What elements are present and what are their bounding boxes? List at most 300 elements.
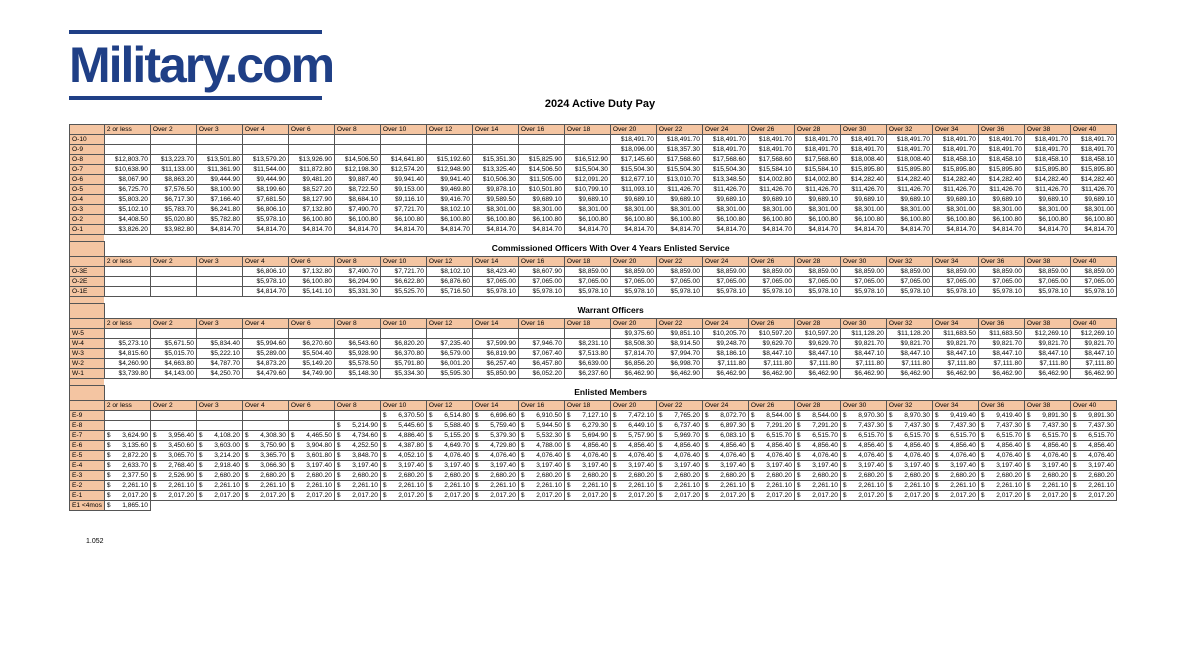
pay-cell: $15,895.80 <box>1070 165 1116 175</box>
column-header: Over 34 <box>932 125 978 135</box>
pay-cell: $15,504.30 <box>656 165 702 175</box>
pay-cell: $4,814.70 <box>932 225 978 235</box>
pay-cell <box>334 329 380 339</box>
pay-row <box>70 135 1117 145</box>
pay-cell: $5,978.10 <box>932 287 978 297</box>
column-header: Over 16 <box>518 257 564 267</box>
dollar-sign: $ <box>750 442 755 449</box>
pay-cell: $11,128.20 <box>840 329 886 339</box>
pay-cell: $9,589.50 <box>472 195 518 205</box>
pay-cell: $9,444.90 <box>196 175 242 185</box>
pay-cell: $6,100.80 <box>426 215 472 225</box>
pay-cell: $4,814.70 <box>1070 225 1116 235</box>
pay-cell: $8,301.00 <box>702 205 748 215</box>
pay-cell: $4,814.70 <box>748 225 794 235</box>
pay-cell: $4,814.70 <box>196 225 242 235</box>
pay-amount: 2,017.20 <box>444 492 470 499</box>
pay-cell <box>288 145 334 155</box>
pay-cell: $11,361.90 <box>196 165 242 175</box>
pay-cell: $6,100.80 <box>748 215 794 225</box>
dollar-sign: $ <box>842 462 847 469</box>
dollar-sign: $ <box>658 452 663 459</box>
dollar-sign: $ <box>658 442 663 449</box>
column-header: Over 8 <box>334 257 380 267</box>
pay-amount: 4,076.40 <box>766 452 792 459</box>
dollar-sign: $ <box>382 472 387 479</box>
pay-cell: $7,814.70 <box>610 349 656 359</box>
pay-cell: $18,458.10 <box>932 155 978 165</box>
pay-cell: $5,783.70 <box>150 205 196 215</box>
pay-cell: $14,282.40 <box>1070 175 1116 185</box>
pay-cell: $8,301.00 <box>564 205 610 215</box>
pay-cell <box>380 501 426 511</box>
dollar-sign: $ <box>612 472 617 479</box>
pay-cell: $10,799.10 <box>564 185 610 195</box>
dollar-sign: $ <box>796 412 801 419</box>
pay-cell: $18,491.70 <box>1024 135 1070 145</box>
column-header: Over 6 <box>288 401 334 411</box>
pay-cell: $8,859.00 <box>978 267 1024 277</box>
pay-cell: $7,721.70 <box>380 205 426 215</box>
pay-amount: 6,897.30 <box>720 422 746 429</box>
pay-grade-label: E-7 <box>70 431 105 441</box>
pay-cell <box>288 329 334 339</box>
pay-cell <box>518 421 564 431</box>
dollar-sign: $ <box>336 472 341 479</box>
dollar-sign: $ <box>1026 442 1031 449</box>
pay-cell: $7,166.40 <box>196 195 242 205</box>
column-header: Over 3 <box>196 319 242 329</box>
pay-amount: 3,848.70 <box>352 452 378 459</box>
pay-amount: 8,072.70 <box>720 412 746 419</box>
pay-cell: $7,065.00 <box>886 277 932 287</box>
pay-cell <box>150 441 196 451</box>
pay-cell <box>886 471 932 481</box>
pay-cell <box>104 145 150 155</box>
pay-cell <box>334 411 380 421</box>
column-header: Over 38 <box>1024 125 1070 135</box>
pay-cell <box>840 471 886 481</box>
pay-cell: $9,821.70 <box>1070 339 1116 349</box>
pay-cell: $6,100.80 <box>610 215 656 225</box>
pay-cell <box>380 411 426 421</box>
column-header: Over 22 <box>656 257 702 267</box>
pay-cell: $7,111.80 <box>886 359 932 369</box>
gap-fill <box>104 235 1116 242</box>
pay-amount: 4,856.40 <box>996 442 1022 449</box>
pay-grade-label: O-2E <box>70 277 105 287</box>
column-header: Over 36 <box>978 257 1024 267</box>
pay-cell: $7,065.00 <box>472 277 518 287</box>
pay-cell: $14,002.80 <box>748 175 794 185</box>
pay-cell: $5,978.10 <box>472 287 518 297</box>
pay-cell <box>656 471 702 481</box>
pay-cell: $4,814.70 <box>978 225 1024 235</box>
pay-cell: $8,447.10 <box>794 349 840 359</box>
pay-cell: $5,978.10 <box>610 287 656 297</box>
dollar-sign: $ <box>1072 472 1077 479</box>
pay-cell: $8,447.10 <box>748 349 794 359</box>
pay-cell <box>380 329 426 339</box>
column-header: Over 28 <box>794 125 840 135</box>
dollar-sign: $ <box>980 432 985 439</box>
pay-cell <box>472 451 518 461</box>
pay-amount: 3,956.40 <box>168 432 194 439</box>
pay-cell: $9,375.60 <box>610 329 656 339</box>
column-header: Over 22 <box>656 319 702 329</box>
pay-cell: $8,127.90 <box>288 195 334 205</box>
pay-amount: 3,450.60 <box>168 442 194 449</box>
pay-cell: $6,639.00 <box>564 359 610 369</box>
pay-amount: 2,017.20 <box>306 492 332 499</box>
pay-cell <box>518 431 564 441</box>
dollar-sign: $ <box>336 482 341 489</box>
pay-cell: $6,462.90 <box>794 369 840 379</box>
pay-amount: 7,437.30 <box>1042 422 1068 429</box>
pay-cell <box>656 431 702 441</box>
pay-amount: 6,515.70 <box>950 432 976 439</box>
pay-cell <box>794 451 840 461</box>
pay-amount: 2,261.10 <box>674 482 700 489</box>
dollar-sign: $ <box>980 412 985 419</box>
dollar-sign: $ <box>244 472 249 479</box>
pay-cell <box>610 431 656 441</box>
dollar-sign: $ <box>842 412 847 419</box>
pay-cell: $11,426.70 <box>656 185 702 195</box>
pay-cell: $5,978.10 <box>748 287 794 297</box>
column-header: Over 36 <box>978 319 1024 329</box>
pay-amount: 2,261.10 <box>582 482 608 489</box>
column-header: Over 14 <box>472 257 518 267</box>
pay-cell <box>610 481 656 491</box>
pay-cell <box>564 431 610 441</box>
column-header: Over 10 <box>380 257 426 267</box>
pay-grade-label: E-6 <box>70 441 105 451</box>
pay-cell: $9,851.10 <box>656 329 702 339</box>
pay-cell <box>150 145 196 155</box>
pay-row <box>70 451 1117 461</box>
column-header: Over 28 <box>794 401 840 411</box>
pay-cell: $8,100.90 <box>196 185 242 195</box>
pay-cell <box>334 431 380 441</box>
pay-cell <box>702 411 748 421</box>
pay-cell: $18,491.70 <box>1070 135 1116 145</box>
pay-amount: 6,737.40 <box>674 422 700 429</box>
pay-cell: $10,638.90 <box>104 165 150 175</box>
dollar-sign: $ <box>704 422 709 429</box>
pay-cell: $4,814.70 <box>242 287 288 297</box>
pay-cell <box>656 461 702 471</box>
pay-cell: $5,289.00 <box>242 349 288 359</box>
section-title: Warrant Officers <box>577 305 644 316</box>
pay-cell: $11,426.70 <box>1024 185 1070 195</box>
pay-cell <box>702 461 748 471</box>
pay-amount: 2,017.20 <box>904 492 930 499</box>
pay-amount: 2,261.10 <box>812 482 838 489</box>
column-header: 2 or less <box>104 401 150 411</box>
pay-amount: 5,757.90 <box>628 432 654 439</box>
pay-cell: $6,270.60 <box>288 339 334 349</box>
pay-cell <box>242 451 288 461</box>
column-header: Over 16 <box>518 401 564 411</box>
pay-cell: $6,462.90 <box>840 369 886 379</box>
column-header: Over 10 <box>380 319 426 329</box>
pay-cell <box>564 491 610 501</box>
dollar-sign: $ <box>612 462 617 469</box>
pay-amount: 3,601.80 <box>306 452 332 459</box>
dollar-sign: $ <box>980 462 985 469</box>
pay-amount: 5,588.40 <box>444 422 470 429</box>
pay-cell: $10,501.80 <box>518 185 564 195</box>
dollar-sign: $ <box>382 412 387 419</box>
pay-cell <box>104 135 150 145</box>
pay-cell: $7,111.80 <box>1070 359 1116 369</box>
pay-row <box>70 215 1117 225</box>
pay-cell: $8,301.00 <box>472 205 518 215</box>
pay-cell <box>334 441 380 451</box>
pay-cell: $11,426.70 <box>978 185 1024 195</box>
dollar-sign: $ <box>658 422 663 429</box>
section-gap <box>70 297 1117 304</box>
dollar-sign: $ <box>888 472 893 479</box>
pay-cell <box>288 135 334 145</box>
pay-amount: 6,279.30 <box>582 422 608 429</box>
pay-cell <box>150 411 196 421</box>
pay-cell: $18,491.70 <box>1070 145 1116 155</box>
pay-cell: $7,065.00 <box>610 277 656 287</box>
pay-cell <box>518 451 564 461</box>
pay-cell: $6,100.80 <box>288 277 334 287</box>
dollar-sign: $ <box>290 462 295 469</box>
pay-amount: 2,017.20 <box>720 492 746 499</box>
dollar-sign: $ <box>244 482 249 489</box>
dollar-sign: $ <box>382 432 387 439</box>
pay-amount: 7,291.20 <box>766 422 792 429</box>
dollar-sign: $ <box>566 452 571 459</box>
pay-cell <box>1070 421 1116 431</box>
pay-amount: 4,856.40 <box>720 442 746 449</box>
dollar-sign: $ <box>428 412 433 419</box>
pay-row <box>70 339 1117 349</box>
pay-cell <box>518 441 564 451</box>
pay-cell: $9,887.40 <box>334 175 380 185</box>
pay-amount: 4,252.50 <box>352 442 378 449</box>
pay-cell: $5,803.20 <box>104 195 150 205</box>
pay-cell: $14,641.80 <box>380 155 426 165</box>
pay-cell: $14,282.40 <box>978 175 1024 185</box>
pay-cell <box>242 135 288 145</box>
dollar-sign: $ <box>428 482 433 489</box>
pay-amount: 2,261.10 <box>1088 482 1114 489</box>
pay-amount: 2,261.10 <box>352 482 378 489</box>
pay-cell: $5,978.10 <box>564 287 610 297</box>
pay-cell: $5,834.40 <box>196 339 242 349</box>
pay-cell <box>334 461 380 471</box>
pay-cell <box>1070 461 1116 471</box>
pay-cell: $8,607.90 <box>518 267 564 277</box>
pay-cell <box>380 451 426 461</box>
pay-cell <box>1024 501 1070 511</box>
pay-cell: $7,065.00 <box>1070 277 1116 287</box>
pay-cell: $5,978.10 <box>518 287 564 297</box>
column-header: 2 or less <box>104 125 150 135</box>
pay-grade-label: E-9 <box>70 411 105 421</box>
dollar-sign: $ <box>888 492 893 499</box>
dollar-sign: $ <box>1072 432 1077 439</box>
pay-cell: $5,595.30 <box>426 369 472 379</box>
pay-cell <box>472 145 518 155</box>
pay-amount: 4,076.40 <box>1088 452 1114 459</box>
pay-row <box>70 145 1117 155</box>
pay-cell: $7,132.80 <box>288 205 334 215</box>
pay-amount: 4,076.40 <box>950 452 976 459</box>
dollar-sign: $ <box>106 482 111 489</box>
dollar-sign: $ <box>152 442 157 449</box>
pay-cell: $8,859.00 <box>702 267 748 277</box>
pay-amount: 9,419.40 <box>950 412 976 419</box>
pay-cell <box>426 421 472 431</box>
dollar-sign: $ <box>888 452 893 459</box>
pay-cell: $9,444.90 <box>242 175 288 185</box>
pay-cell: $8,447.10 <box>886 349 932 359</box>
pay-cell: $7,065.00 <box>932 277 978 287</box>
dollar-sign: $ <box>1072 482 1077 489</box>
pay-cell: $18,491.70 <box>702 135 748 145</box>
dollar-sign: $ <box>1072 492 1077 499</box>
pay-amount: 7,437.30 <box>904 422 930 429</box>
pay-row <box>70 421 1117 431</box>
pay-cell <box>564 135 610 145</box>
pay-cell: $8,527.20 <box>288 185 334 195</box>
pay-cell <box>656 481 702 491</box>
pay-cell: $18,491.70 <box>886 145 932 155</box>
pay-cell: $17,568.60 <box>748 155 794 165</box>
pay-cell: $5,782.80 <box>196 215 242 225</box>
pay-cell <box>886 441 932 451</box>
dollar-sign: $ <box>796 422 801 429</box>
column-header: Over 34 <box>932 401 978 411</box>
pay-cell: $7,490.70 <box>334 267 380 277</box>
pay-cell: $12,269.10 <box>1070 329 1116 339</box>
pay-grade-label: O-9 <box>70 145 105 155</box>
column-header: Over 40 <box>1070 319 1116 329</box>
pay-amount: 3,197.40 <box>628 462 654 469</box>
column-header: Over 38 <box>1024 401 1070 411</box>
pay-amount: 2,261.10 <box>858 482 884 489</box>
column-header: Over 14 <box>472 401 518 411</box>
pay-cell: $15,584.10 <box>794 165 840 175</box>
pay-cell <box>748 421 794 431</box>
dollar-sign: $ <box>750 412 755 419</box>
pay-cell <box>840 481 886 491</box>
column-header: Over 2 <box>150 401 196 411</box>
column-header: Over 34 <box>932 319 978 329</box>
pay-cell: $6,820.20 <box>380 339 426 349</box>
pay-cell: $13,579.20 <box>242 155 288 165</box>
dollar-sign: $ <box>198 432 203 439</box>
section-title: Commissioned Officers With Over 4 Years Enlisted Service <box>491 243 730 254</box>
pay-amount: 6,515.70 <box>1088 432 1114 439</box>
dollar-sign: $ <box>1026 412 1031 419</box>
pay-cell <box>472 491 518 501</box>
pay-cell <box>242 461 288 471</box>
dollar-sign: $ <box>244 442 249 449</box>
pay-cell: $5,978.10 <box>978 287 1024 297</box>
dollar-sign: $ <box>980 482 985 489</box>
dollar-sign: $ <box>1026 462 1031 469</box>
pay-cell: $15,584.10 <box>748 165 794 175</box>
dollar-sign: $ <box>428 442 433 449</box>
pay-cell: $5,978.10 <box>242 277 288 287</box>
pay-cell: $6,100.80 <box>886 215 932 225</box>
pay-grade-label: O-6 <box>70 175 105 185</box>
pay-amount: 4,856.40 <box>1042 442 1068 449</box>
column-header: Over 22 <box>656 125 702 135</box>
pay-cell: $18,458.10 <box>978 155 1024 165</box>
pay-amount: 2,768.40 <box>168 462 194 469</box>
dollar-sign: $ <box>1072 452 1077 459</box>
column-header: Over 6 <box>288 257 334 267</box>
pay-cell: $7,111.80 <box>702 359 748 369</box>
pay-cell: $6,370.80 <box>380 349 426 359</box>
section-title-label-cell <box>70 304 105 319</box>
dollar-sign: $ <box>152 492 157 499</box>
pay-cell <box>932 491 978 501</box>
pay-cell <box>702 471 748 481</box>
pay-cell <box>564 421 610 431</box>
pay-amount: 4,856.40 <box>582 442 608 449</box>
dollar-sign: $ <box>750 422 755 429</box>
pay-cell: $8,447.10 <box>978 349 1024 359</box>
pay-amount: 3,750.90 <box>260 442 286 449</box>
pay-amount: 6,514.80 <box>444 412 470 419</box>
pay-amount: 2,680.20 <box>536 472 562 479</box>
section-title: Enlisted Members <box>574 387 647 398</box>
pay-cell <box>426 145 472 155</box>
pay-cell <box>426 461 472 471</box>
pay-row <box>70 155 1117 165</box>
pay-cell: $7,065.00 <box>518 277 564 287</box>
pay-cell <box>748 501 794 511</box>
pay-cell: $5,978.10 <box>794 287 840 297</box>
pay-amount: 9,891.30 <box>1088 412 1114 419</box>
dollar-sign: $ <box>980 452 985 459</box>
dollar-sign: $ <box>796 472 801 479</box>
pay-cell <box>748 471 794 481</box>
column-header-row <box>70 319 1117 329</box>
pay-grade-label: W-3 <box>70 349 105 359</box>
pay-cell <box>196 451 242 461</box>
pay-cell: $8,684.10 <box>334 195 380 205</box>
pay-cell: $7,065.00 <box>794 277 840 287</box>
pay-cell <box>1024 441 1070 451</box>
pay-row <box>70 277 1117 287</box>
pay-cell <box>426 411 472 421</box>
pay-cell <box>518 501 564 511</box>
pay-amount: 4,856.40 <box>766 442 792 449</box>
pay-cell: $17,568.60 <box>794 155 840 165</box>
pay-cell <box>196 135 242 145</box>
dollar-sign: $ <box>290 472 295 479</box>
pay-amount: 2,261.10 <box>122 482 148 489</box>
pay-row <box>70 287 1117 297</box>
pay-cell: $8,863.20 <box>150 175 196 185</box>
dollar-sign: $ <box>704 492 709 499</box>
pay-amount: 2,017.20 <box>858 492 884 499</box>
pay-cell: $18,491.70 <box>794 145 840 155</box>
pay-amount: 2,017.20 <box>398 492 424 499</box>
column-header: Over 18 <box>564 125 610 135</box>
